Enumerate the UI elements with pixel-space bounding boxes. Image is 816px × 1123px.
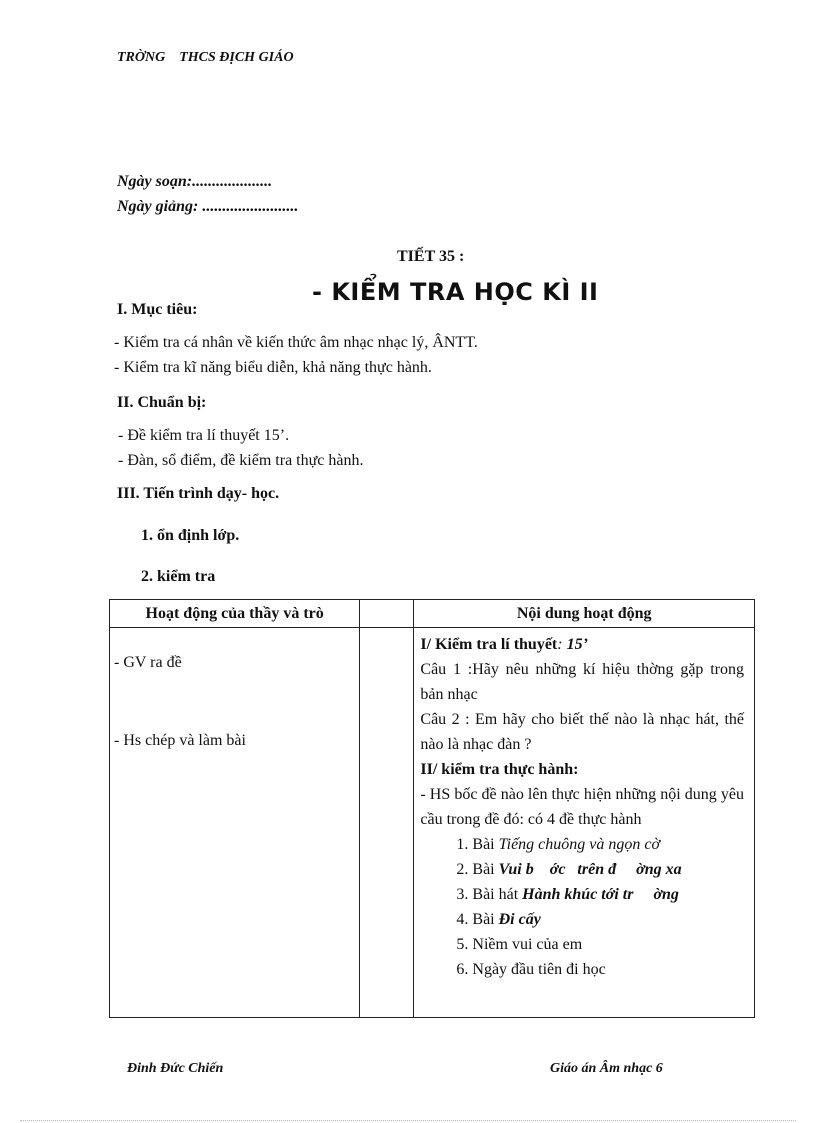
theory-heading — [420, 632, 744, 657]
header-content: Nội dung hoạt động — [414, 600, 755, 628]
table-row — [110, 628, 755, 1018]
footer-author: Đinh Đức Chiến — [127, 1061, 224, 1076]
theory-time: 15’ — [566, 636, 588, 653]
prep-date: Ngày soạn:.................... — [117, 173, 273, 190]
preparation-line-1: - Đề kiểm tra lí thuyết 15’. — [114, 427, 290, 444]
question-1: Câu 1 :Hãy nêu những kí hiệu thờng gặp trong bản nhạc — [420, 661, 744, 703]
footer-subject: Giáo án Âm nhạc 6 — [550, 1061, 663, 1076]
objective-line-2: - Kiểm tra kĩ năng biểu diễn, khả năng thực hành. — [114, 359, 432, 376]
process-step-1: 1. ổn định lớp. — [141, 527, 240, 544]
header-empty — [360, 600, 414, 628]
theory-colon: : — [557, 636, 567, 653]
practice-description: - HS bốc đề nào lên thực hiện những nội dung yêu cầu trong đề đó: có 4 đề thực hành — [420, 786, 744, 828]
list-item: 2. Bài Vui b ớc trên đ ờng xa — [472, 857, 744, 882]
list-item: 4. Bài Đi cấy — [472, 907, 744, 932]
objective-line-1: - Kiểm tra cá nhân về kiến thức âm nhạc nhạc lý, ÂNTT. — [114, 334, 478, 351]
list-item: 3. Bài hát Hành khúc tới tr ờng — [472, 882, 744, 907]
objectives-heading: I. Mục tiêu: — [117, 301, 198, 318]
content-cell — [414, 628, 755, 1018]
process-step-2: 2. kiểm tra — [141, 568, 216, 585]
activity-item-2: - Hs chép và làm bài — [114, 732, 246, 749]
activity-item-1: - GV ra đề — [114, 654, 182, 671]
lesson-number: TIẾT 35 : — [397, 248, 465, 265]
list-item: 6. Ngày đầu tiên đi học — [472, 957, 744, 982]
practice-heading: II/ kiểm tra thực hành: — [420, 761, 579, 778]
process-heading: III. Tiến trình dạy- học. — [117, 485, 280, 502]
list-item: 1. Bài Tiếng chuông và ngọn cờ — [472, 832, 744, 857]
school-header: TRỜNG THCS ĐỊCH GIÁO — [117, 50, 294, 65]
question-2: Câu 2 : Em hãy cho biết thế nào là nhạc hát, thế nào là nhạc đàn ? — [420, 711, 744, 753]
theory-label: I/ Kiểm tra lí thuyết — [420, 636, 558, 653]
activity-cell — [110, 628, 360, 1018]
activity-table — [109, 599, 755, 1018]
teach-date: Ngày giảng: ........................ — [117, 198, 299, 215]
preparation-line-2: - Đàn, sổ điểm, đề kiểm tra thực hành. — [114, 452, 364, 469]
exam-title: - KIỂM TRA HỌC KÌ II — [312, 278, 599, 306]
task-list — [420, 832, 744, 982]
page-bottom-divider — [20, 1120, 796, 1121]
header-teacher-student: Hoạt động của thầy và trò — [110, 600, 360, 628]
preparation-heading: II. Chuẩn bị: — [117, 394, 207, 411]
middle-cell — [360, 628, 414, 1018]
table-header-row — [110, 600, 755, 628]
list-item: 5. Niềm vui của em — [472, 932, 744, 957]
